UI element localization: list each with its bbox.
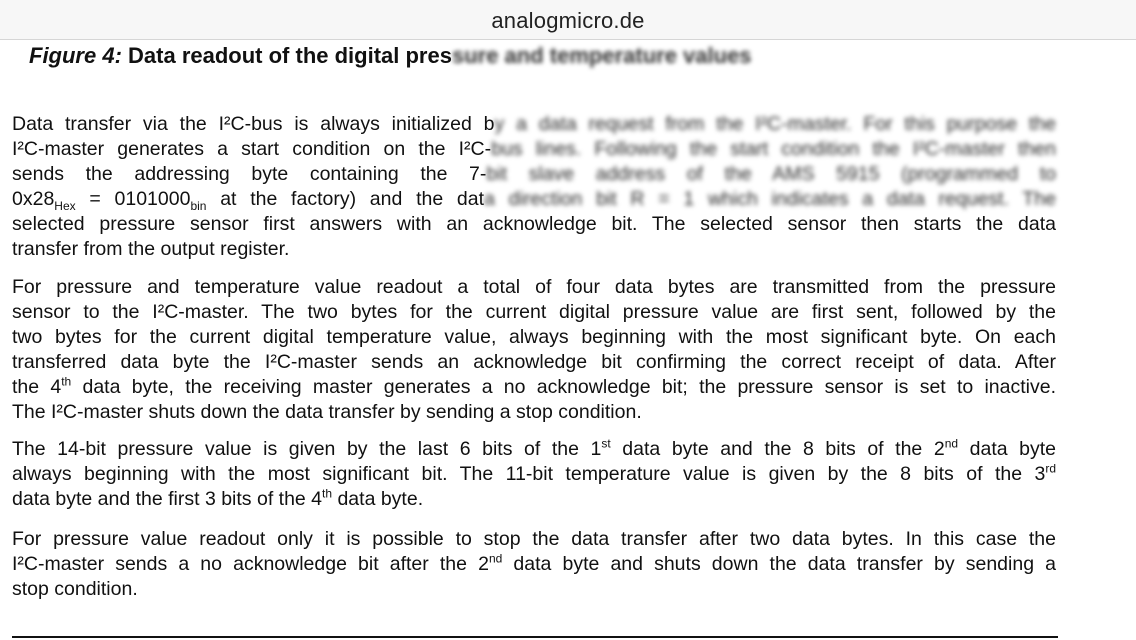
text-segment: The 14-bit pressure value is given by the last 6 bits of the 1 [12,438,602,460]
blurred-text-segment: bus lines. Following the start condition the I²C-master then [491,138,1056,160]
text-segment: at the factory) and the dat [206,188,485,210]
text-segment: 0x28 [12,188,55,210]
text-segment: two bytes for the current digital temperature value, always beginning with the most significant byte. On each [12,326,1056,348]
text-segment: stop condition. [12,578,138,600]
text-line [12,462,1056,487]
blurred-text-segment: a direction bit R = 1 which indicates a data request. The [484,188,1056,210]
paragraph-readout-sequence [12,275,1056,425]
superscript: th [61,374,72,389]
text-segment: data byte. [332,488,424,510]
text-line [12,552,1056,577]
blurred-text-segment: bit slave address of the AMS 5915 (programmed to [486,163,1056,185]
text-segment: the 4 [12,376,62,398]
text-segment: selected pressure sensor first answers with an acknowledge bit. The selected sensor then starts the data [12,213,1056,235]
text-segment: always beginning with the most significant bit. The 11-bit temperature value is given by the 8 bits of the 3 [12,463,1046,485]
text-line [12,325,1056,350]
text-segment: I²C-master generates a start condition on the I²C- [12,138,492,160]
url-text[interactable]: analogmicro.de [491,8,645,33]
text-line [12,237,1056,262]
superscript: th [322,486,333,501]
text-line [12,212,1056,237]
text-segment: For pressure value readout only it is possible to stop the data transfer after two data bytes. In this case the [12,528,1056,550]
paragraph-pressure-only-readout [12,527,1056,602]
text-line [12,437,1056,462]
figure-title-blurred-text: sure and temperature values [451,43,752,68]
text-segment: data byte [958,438,1057,460]
text-line [12,375,1056,400]
text-segment: data byte and the 8 bits of the 2 [610,438,945,460]
text-segment: transfer from the output register. [12,238,290,260]
text-segment: Data transfer via the I²C-bus is always initialized b [12,113,495,135]
text-line [12,137,1056,162]
text-line [12,577,1056,602]
text-segment: transferred data byte the I²C-master sends an acknowledge bit confirming the correct receipt of data. After [12,351,1056,373]
text-line [12,487,1056,512]
paragraph-bit-values [12,437,1056,512]
text-line [12,300,1056,325]
browser-address-bar[interactable] [0,0,1136,40]
text-line [12,400,1056,425]
text-segment: data byte and the first 3 bits of the 4 [12,488,323,510]
text-line [12,275,1056,300]
superscript: nd [488,551,503,566]
text-segment: = 0101000 [75,188,191,210]
superscript: rd [1045,461,1056,476]
subscript: Hex [54,198,76,213]
subscript: bin [190,198,207,213]
text-line [12,527,1056,552]
blurred-text-segment: y a data request from the I²C-master. For this purpose the [494,113,1056,135]
horizontal-divider [12,636,1058,638]
text-segment: I²C-master sends a no acknowledge bit after the 2 [12,553,489,575]
superscript: st [601,436,611,451]
text-segment: The I²C-master shuts down the data transfer by sending a stop condition. [12,401,642,423]
text-segment: data byte and shuts down the data transfer by sending a [502,553,1056,575]
figure-title-text: Data readout of the digital pres [128,43,452,68]
text-segment: For pressure and temperature value readout a total of four data bytes are transmitted from the pressure [12,276,1056,298]
superscript: nd [944,436,959,451]
text-segment: sends the addressing byte containing the 7- [12,163,487,185]
text-segment: sensor to the I²C-master. The two bytes for the current digital pressure value are first sent, followed by the [12,301,1056,323]
text-line [12,350,1056,375]
paragraph-i2c-initialization [12,112,1056,262]
text-segment: data byte, the receiving master generates a no acknowledge bit; the pressure sensor is set to inactive. [71,376,1057,398]
text-line [12,162,1056,187]
text-line [12,187,1056,212]
text-line [12,112,1056,137]
figure-caption [29,43,752,69]
figure-label: Figure 4: [29,43,122,68]
